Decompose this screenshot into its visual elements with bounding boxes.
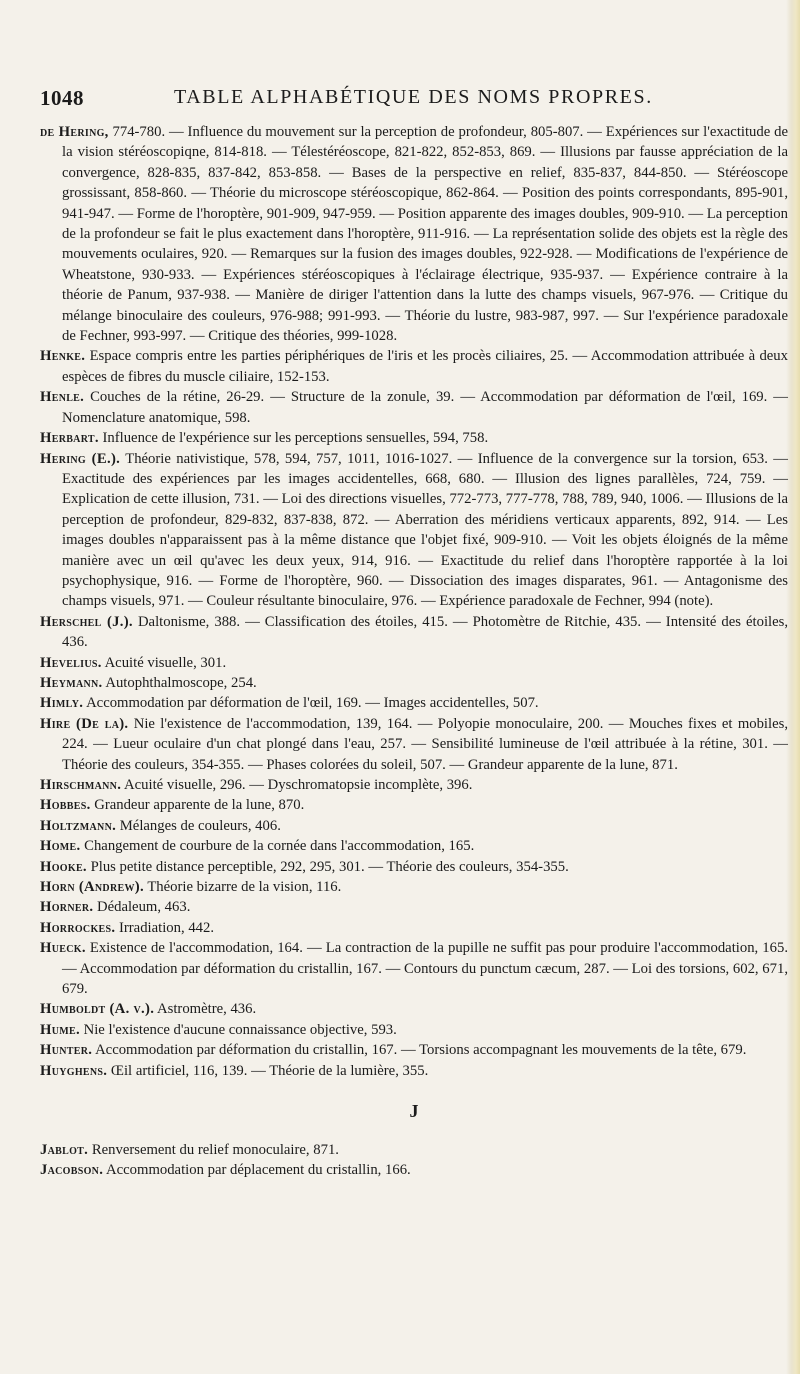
entry-text: Œil artificiel, 116, 139. — Théorie de la lumière, 355. xyxy=(107,1062,429,1079)
entry-name: Humboldt (A. v.). xyxy=(40,1001,155,1018)
entry-text: Accommodation par déplacement du cristallin, 166. xyxy=(103,1162,411,1179)
entry-text: Théorie bizarre de la vision, 116. xyxy=(143,879,342,896)
index-entry xyxy=(40,1020,788,1040)
entry-text: Irradiation, 442. xyxy=(115,919,215,936)
entry-text: Mélanges de couleurs, 406. xyxy=(116,817,281,834)
entry-name: Herschel (J.). xyxy=(40,613,133,630)
entry-text: Changement de courbure de la cornée dans l'accommodation, 165. xyxy=(80,838,475,855)
entry-name: Jablot. xyxy=(40,1142,89,1158)
entry-text: Acuité visuelle, 301. xyxy=(101,654,227,671)
entry-text: Nie l'existence d'aucune connaissance objective, 593. xyxy=(79,1021,397,1038)
entry-name: Jacobson. xyxy=(40,1162,104,1179)
entry-text: Astromètre, 436. xyxy=(154,1001,257,1018)
entry-text: Espace compris entre les parties périphériques de l'iris et les procès ciliaires, 25. — Accommodation attribuée à deux espèces de fibres du muscle ciliaire, 152-153. xyxy=(62,348,788,385)
index-entry xyxy=(40,999,788,1019)
entry-text: Nie l'existence de l'accommodation, 139, 164. — Polyopie monoculaire, 200. — Mouches fixes et mobiles, 224. — Lueur oculaire d'un chat plongé dans l'eau, 257. — Sensibilité lumineuse de l'œil attribuée à la rétine, 301. — Théorie des couleurs, 354-355. — Phases colorées du soleil, 507. — Grandeur apparente de la lune, 871. xyxy=(62,715,789,773)
index-entry xyxy=(40,1061,788,1081)
index-entry xyxy=(40,714,788,775)
entry-name: Home. xyxy=(40,838,81,855)
index-entry xyxy=(40,653,788,673)
entry-text: Acuité visuelle, 296. — Dyschromatopsie incomplète, 396. xyxy=(121,777,473,793)
entry-text: Influence de l'expérience sur les perceptions sensuelles, 594, 758. xyxy=(98,430,489,447)
entry-text: Accommodation par déformation de l'œil, 169. — Images accidentelles, 507. xyxy=(83,695,539,712)
entry-name: Hume. xyxy=(40,1021,80,1038)
entry-text: Grandeur apparente de la lune, 870. xyxy=(90,797,305,814)
index-entry xyxy=(40,938,788,999)
entry-name: Hunter. xyxy=(40,1042,93,1059)
section-letter: J xyxy=(409,1101,419,1121)
entry-name: Henke. xyxy=(40,348,86,365)
entry-name: Hevelius. xyxy=(40,654,102,671)
index-entry xyxy=(40,775,788,795)
entry-name: Himly. xyxy=(40,695,84,712)
index-entry xyxy=(40,428,788,448)
entry-name: Hooke. xyxy=(40,858,87,875)
entry-name: Huyghens. xyxy=(40,1062,108,1079)
entry-name: Hering (E.). xyxy=(40,450,121,467)
entry-text: Accommodation par déformation du cristallin, 167. — Torsions accompagnant les mouvements de la tête, 679. xyxy=(92,1042,747,1059)
entry-text: 774-780. — Influence du mouvement sur la perception de profondeur, 805-807. — Expériences sur l'exactitude de la vision stéréoscopiqne, 814-818. — Télestéréoscope, 821-822, 852-853, 869. — Illusions par fausse appréciation de la convergence, 828-835, 837-842, 853-858. — Bases de la perspective en relief, 835-837, 844-850. — Stéréoscope grossissant, 858-860. — Théorie du microscope stéréoscopique, 862-864. — Position des points correspondants, 895-901, 941-947. — Forme de l'horoptère, 901-909, 947-959. — Position apparente des images doubles, 909-910. — La perception de la profondeur se fait le plus exactement dans l'horoptère, 911-916. — La représentation solide des objets est la règle des mouvements oculaires, 920. — Remarques sur la fusion des images doubles, 922-928. — Modifications de l'expérience de Wheatstone, 930-933. — Expériences stéréoscopiques à l'éclairage électrique, 935-937. — Expérience contraire à la théorie de Panum, 937-938. — Manière de diriger l'attention dans la lutte des champs visuels, 967-976. — Critique du mélange binoculaire des couleurs, 976-988; 991-993. — Théorie du lustre, 983-987, 997. — Sur l'expérience paradoxale de Fechner, 993-997. — Critique des théories, 999-1028. xyxy=(62,124,788,345)
entry-text: Renversement du relief monoculaire, 871. xyxy=(88,1142,339,1158)
index-entry xyxy=(40,1140,788,1160)
entry-name: Hueck. xyxy=(40,940,86,957)
entry-name: Horner. xyxy=(40,899,94,916)
index-entry xyxy=(40,387,788,428)
entry-name: Hire (De la). xyxy=(40,715,129,732)
entry-name: Hirschmann. xyxy=(40,777,122,793)
entry-text: Plus petite distance perceptible, 292, 295, 301. — Théorie des couleurs, 354-355. xyxy=(86,858,569,875)
index-entry xyxy=(40,836,788,856)
entry-name: Hobbes. xyxy=(40,797,91,814)
index-entry xyxy=(40,877,788,897)
index-entry xyxy=(40,897,788,917)
index-entry xyxy=(40,346,788,387)
entry-name: Heymann. xyxy=(40,674,103,691)
entry-text: Couches de la rétine, 26-29. — Structure de la zonule, 39. — Accommodation par déformation de l'œil, 169. — Nomenclature anatomique, 598. xyxy=(62,389,788,426)
page-edge-shading xyxy=(786,0,800,1374)
entry-text: Théorie nativistique, 578, 594, 757, 1011, 1016-1027. — Influence de la convergence sur la torsion, 653. — Exactitude des expériences par les images accidentelles, 668, 680. — Illusion des lignes parallèles, 724, 759. — Explication de cette illusion, 731. — Loi des directions visuelles, 772-773, 777-778, 788, 789, 940, 1006. — Illusions de la perception de profondeur, 829-832, 837-838, 872. — Aberration des méridiens verticaux apparents, 892, 914. — Les images doubles n'apparaissent pas à la même distance que l'objet fixé, 909-910. — Voit les objets éloignés de la même manière avec un œil qu'avec les deux yeux, 914, 916. — Exactitude du relief dans l'horoptère rapportée à la loi psychophysique, 916. — Forme de l'horoptère, 960. — Dissociation des images disparates, 961. — Antagonisme des champs visuels, 971. — Couleur résultante binoculaire, 976. — Expérience paradoxale de Fechner, 994 (note). xyxy=(62,450,788,610)
entry-text: Dédaleum, 463. xyxy=(93,899,191,916)
entry-text: Autophthalmoscope, 254. xyxy=(102,674,257,691)
index-entry xyxy=(40,857,788,877)
index-entry xyxy=(40,122,788,346)
entry-name: Holtzmann. xyxy=(40,817,117,834)
entry-name: Herbart. xyxy=(40,430,99,447)
index-entry xyxy=(40,1160,788,1180)
index-entries-j xyxy=(40,1140,788,1181)
entry-text: Daltonisme, 388. — Classification des étoiles, 415. — Photomètre de Ritchie, 435. — Intensité des étoiles, 436. xyxy=(62,613,789,651)
index-entry xyxy=(40,673,788,693)
index-entry xyxy=(40,449,788,612)
running-title: TABLE ALPHABÉTIQUE DES NOMS PROPRES. xyxy=(174,86,653,108)
page-number: 1048 xyxy=(40,86,84,110)
index-entry xyxy=(40,612,788,653)
page-header xyxy=(40,86,780,116)
entry-name: Horrockes. xyxy=(40,919,116,936)
entry-text: Existence de l'accommodation, 164. — La contraction de la pupille ne suffit pas pour produire l'accommodation, 165. — Accommodation par déformation du cristallin, 167. — Contours du punctum cæcum, 287. — Loi des torsions, 602, 671, 679. xyxy=(62,940,788,998)
index-entry xyxy=(40,918,788,938)
entry-name: Henle. xyxy=(40,389,85,406)
index-entry xyxy=(40,816,788,836)
entry-name: de Hering, xyxy=(40,124,109,140)
index-entry xyxy=(40,795,788,815)
index-entry xyxy=(40,1040,788,1060)
index-entry xyxy=(40,693,788,713)
entry-name: Horn (Andrew). xyxy=(40,879,144,896)
index-entries xyxy=(40,122,788,1081)
